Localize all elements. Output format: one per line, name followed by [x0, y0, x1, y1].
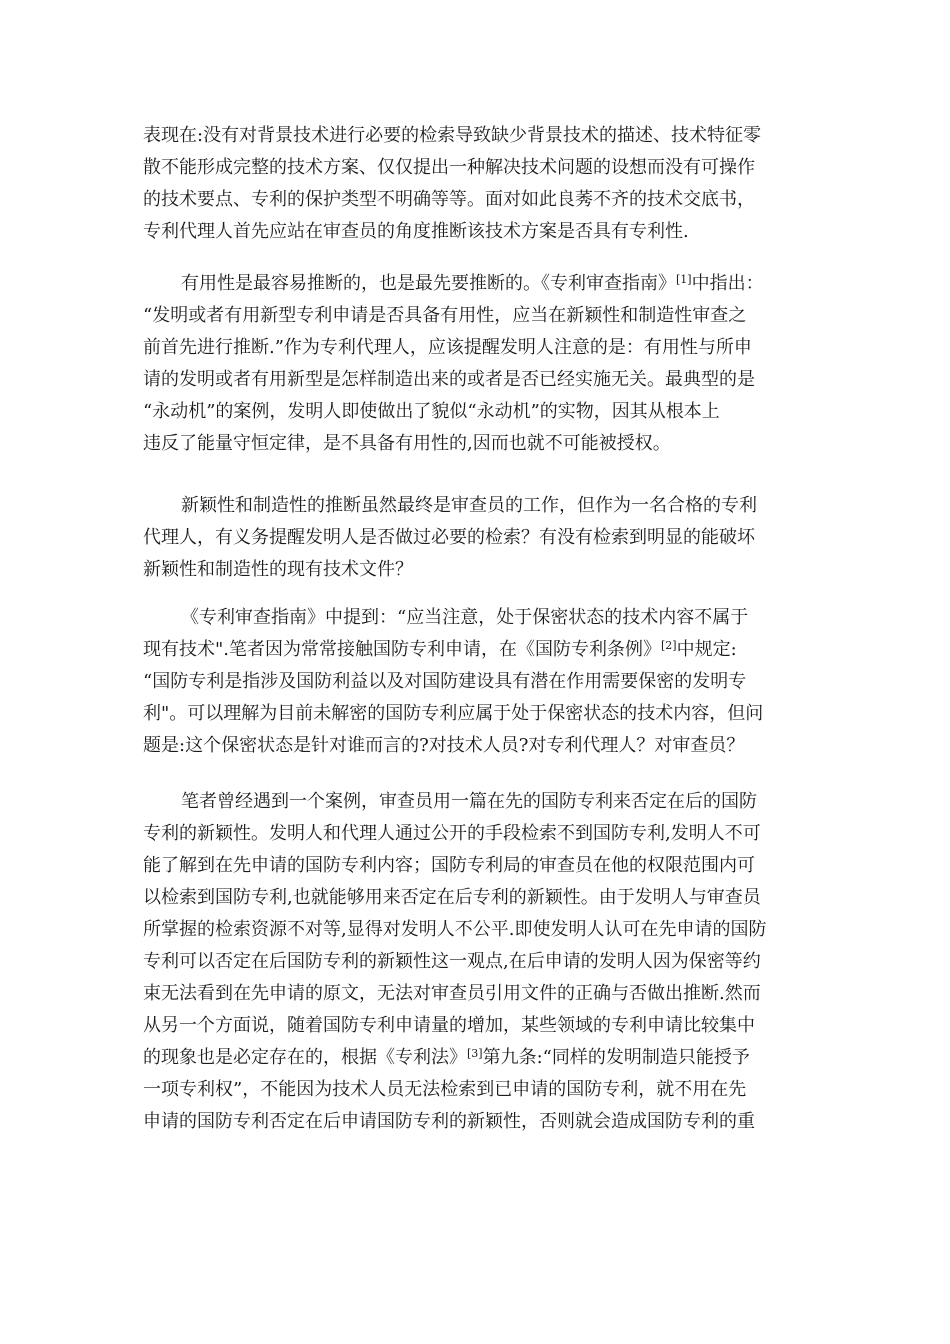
text-line: 笔者曾经遇到一个案例，审查员用一篇在先的国防专利来否定在后的国防 — [181, 791, 757, 812]
citation-ref: [1] — [676, 273, 692, 286]
paragraph-4 — [143, 602, 807, 762]
text-line: 题是:这个保密状态是针对谁而言的?对技术人员?对专利代理人？对审查员？ — [143, 735, 745, 756]
text-line — [143, 634, 807, 666]
text-run: 中指出： — [691, 273, 764, 294]
text-line: “国防专利是指涉及国防利益以及对国防建设具有潜在作用需要保密的发明专 — [143, 671, 747, 692]
text-line: 能了解到在先申请的国防专利内容；国防专利局的审查员在他的权限范围内可 — [143, 855, 755, 876]
text-line: 表现在:没有对背景技术进行必要的检索导致缺少背景技术的描述、技术特征零 — [143, 125, 762, 146]
text-line: 从另一个方面说，随着国防专利申请量的增加，某些领域的专利申请比较集中 — [143, 1015, 755, 1036]
text-line: “永动机”的案例，发明人即使做出了貌似“永动机”的实物，因其从根本上 — [143, 401, 720, 422]
text-line: 《专利审查指南》中提到：“应当注意，处于保密状态的技术内容不属于 — [181, 607, 749, 628]
text-run: 第九条:“同样的发明制造只能授予 — [482, 1047, 750, 1068]
text-run: 的现象也是必定存在的，根据《专利法》 — [143, 1047, 467, 1068]
text-line: 以检索到国防专利,也就能够用来否定在后专利的新颖性。由于发明人与审查员 — [143, 887, 761, 908]
text-line: 专利可以否定在后国防专利的新颖性这一观点,在后申请的发明人因为保密等约 — [143, 951, 761, 972]
text-line: 的技术要点、专利的保护类型不明确等等。面对如此良莠不齐的技术交底书， — [143, 189, 755, 210]
text-line: 新颖性和制造性的推断虽然最终是审查员的工作，但作为一名合格的专利 — [181, 495, 757, 516]
text-line: 专利代理人首先应站在审查员的角度推断该技术方案是否具有专利性. — [143, 221, 689, 242]
paragraph-2 — [143, 268, 807, 460]
text-line — [143, 1042, 807, 1074]
text-line: “发明或者有用新型专利申请是否具备有用性，应当在新颖性和制造性审查之 — [143, 305, 747, 326]
text-line — [143, 268, 807, 300]
paragraph-5 — [143, 786, 807, 1138]
text-line: 专利的新颖性。发明人和代理人通过公开的手段检索不到国防专利,发明人不可 — [143, 823, 761, 844]
text-line: 束无法看到在先申请的原文，无法对审查员引用文件的正确与否做出推断.然而 — [143, 983, 761, 1004]
text-line: 所掌握的检索资源不对等,显得对发明人不公平.即使发明人认可在先申请的国防 — [143, 919, 767, 940]
text-line: 前首先进行推断.”作为专利代理人，应该提醒发明人注意的是：有用性与所申 — [143, 337, 752, 358]
text-line: 散不能形成完整的技术方案、仅仅提出一种解决技术问题的设想而没有可操作 — [143, 157, 755, 178]
paragraph-1 — [143, 120, 807, 248]
text-run: 中规定: — [676, 639, 737, 660]
text-line: 申请的国防专利否定在后申请国防专利的新颖性，否则就会造成国防专利的重 — [143, 1111, 755, 1132]
text-line: 代理人，有义务提醒发明人是否做过必要的检索？有没有检索到明显的能破坏 — [143, 527, 755, 548]
text-run: 有用性是最容易推断的，也是最先要推断的。《专利审查指南》 — [181, 273, 676, 294]
text-line: 利"。可以理解为目前未解密的国防专利应属于处于保密状态的技术内容，但问 — [143, 703, 764, 724]
text-line: 违反了能量守恒定律，是不具备有用性的,因而也就不可能被授权。 — [143, 433, 671, 454]
text-run: 现有技术".笔者因为常常接触国防专利申请，在《国防专利条例》 — [143, 639, 661, 660]
text-line: 请的发明或者有用新型是怎样制造出来的或者是否已经实施无关。最典型的是 — [143, 369, 755, 390]
citation-ref: [2] — [661, 639, 677, 652]
text-line: 新颖性和制造性的现有技术文件？ — [143, 559, 413, 580]
citation-ref: [3] — [467, 1047, 483, 1060]
text-line: 一项专利权”，不能因为技术人员无法检索到已申请的国防专利，就不用在先 — [143, 1079, 747, 1100]
paragraph-3 — [143, 490, 807, 586]
